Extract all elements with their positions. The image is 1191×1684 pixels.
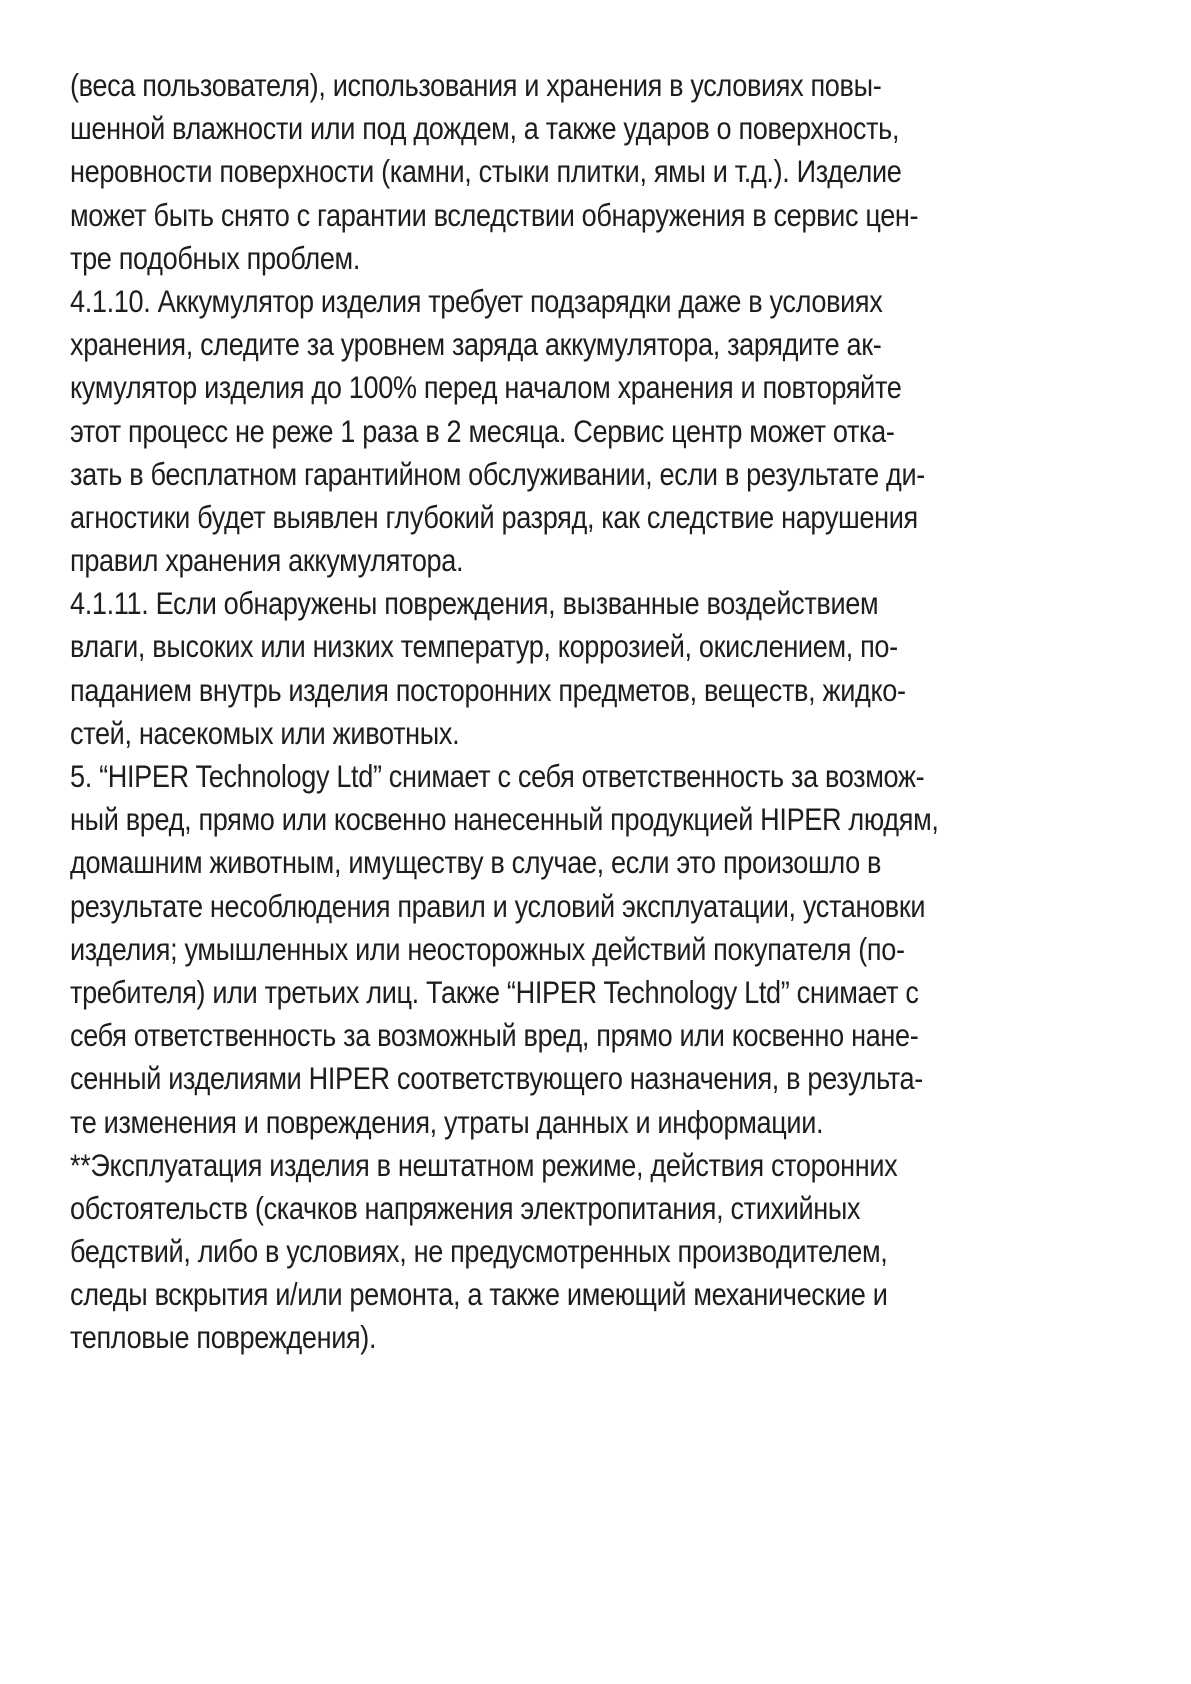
paragraph-clause-5 xyxy=(70,755,1130,1144)
text-line: этот процесс не реже 1 раза в 2 месяца. Сервис центр может отка- xyxy=(70,412,895,449)
text-line: домашним животным, имуществу в случае, если это произошло в xyxy=(70,844,882,881)
paragraph-clause-4-1-10 xyxy=(70,280,1130,582)
text-line: паданием внутрь изделия посторонних предметов, веществ, жидко- xyxy=(70,671,906,708)
text-line: изделия; умышленных или неосторожных действий покупателя (по- xyxy=(70,930,905,967)
text-line: агностики будет выявлен глубокий разряд, как следствие нарушения xyxy=(70,498,918,535)
paragraph-continuation xyxy=(70,64,1130,280)
text-line: влаги, высоких или низких температур, коррозией, окислением, по- xyxy=(70,628,898,665)
text-line: ный вред, прямо или косвенно нанесенный продукцией HIPER людям, xyxy=(70,801,939,838)
text-line: те изменения и повреждения, утраты данных и информации. xyxy=(70,1103,824,1140)
text-line: следы вскрытия и/или ремонта, а также имеющий механические и xyxy=(70,1276,888,1313)
text-line: сенный изделиями HIPER соответствующего назначения, в результа- xyxy=(70,1060,923,1097)
text-line: себя ответственность за возможный вред, прямо или косвенно нане- xyxy=(70,1017,919,1054)
text-line: хранения, следите за уровнем заряда аккумулятора, зарядите ак- xyxy=(70,326,882,363)
text-line: 5. “HIPER Technology Ltd” снимает с себя ответственность за возмож- xyxy=(70,758,925,794)
text-line: стей, насекомых или животных. xyxy=(70,714,460,751)
text-line: зать в бесплатном гарантийном обслуживании, если в результате ди- xyxy=(70,455,925,492)
text-line: результате несоблюдения правил и условий эксплуатации, установки xyxy=(70,887,926,924)
text-line: тре подобных проблем. xyxy=(70,239,361,276)
text-line: 4.1.10. Аккумулятор изделия требует подзарядки даже в условиях xyxy=(70,282,883,319)
paragraph-clause-4-1-11 xyxy=(70,582,1130,755)
text-line: требителя) или третьих лиц. Также “HIPER Technology Ltd” снимает с xyxy=(70,973,919,1010)
text-line: **Эксплуатация изделия в нештатном режиме, действия сторонних xyxy=(70,1146,898,1183)
text-line: 4.1.11. Если обнаружены повреждения, вызванные воздействием xyxy=(70,585,879,622)
text-line: (веса пользователя), использования и хранения в условиях повы- xyxy=(70,67,882,103)
text-line: бедствий, либо в условиях, не предусмотренных производителем, xyxy=(70,1233,888,1270)
text-line: правил хранения аккумулятора. xyxy=(70,542,464,579)
text-line: обстоятельств (скачков напряжения электропитания, стихийных xyxy=(70,1189,861,1226)
text-line: неровности поверхности (камни, стыки плитки, ямы и т.д.). Изделие xyxy=(70,153,902,190)
text-line: шенной влажности или под дождем, а также ударов о поверхность, xyxy=(70,110,900,147)
text-line: может быть снято с гарантии вследствии обнаружения в сервис цен- xyxy=(70,196,919,233)
text-line: тепловые повреждения). xyxy=(70,1319,377,1356)
text-line: кумулятор изделия до 100% перед началом хранения и повторяйте xyxy=(70,369,902,406)
paragraph-footnote xyxy=(70,1144,1130,1360)
document-page xyxy=(70,64,1130,1360)
